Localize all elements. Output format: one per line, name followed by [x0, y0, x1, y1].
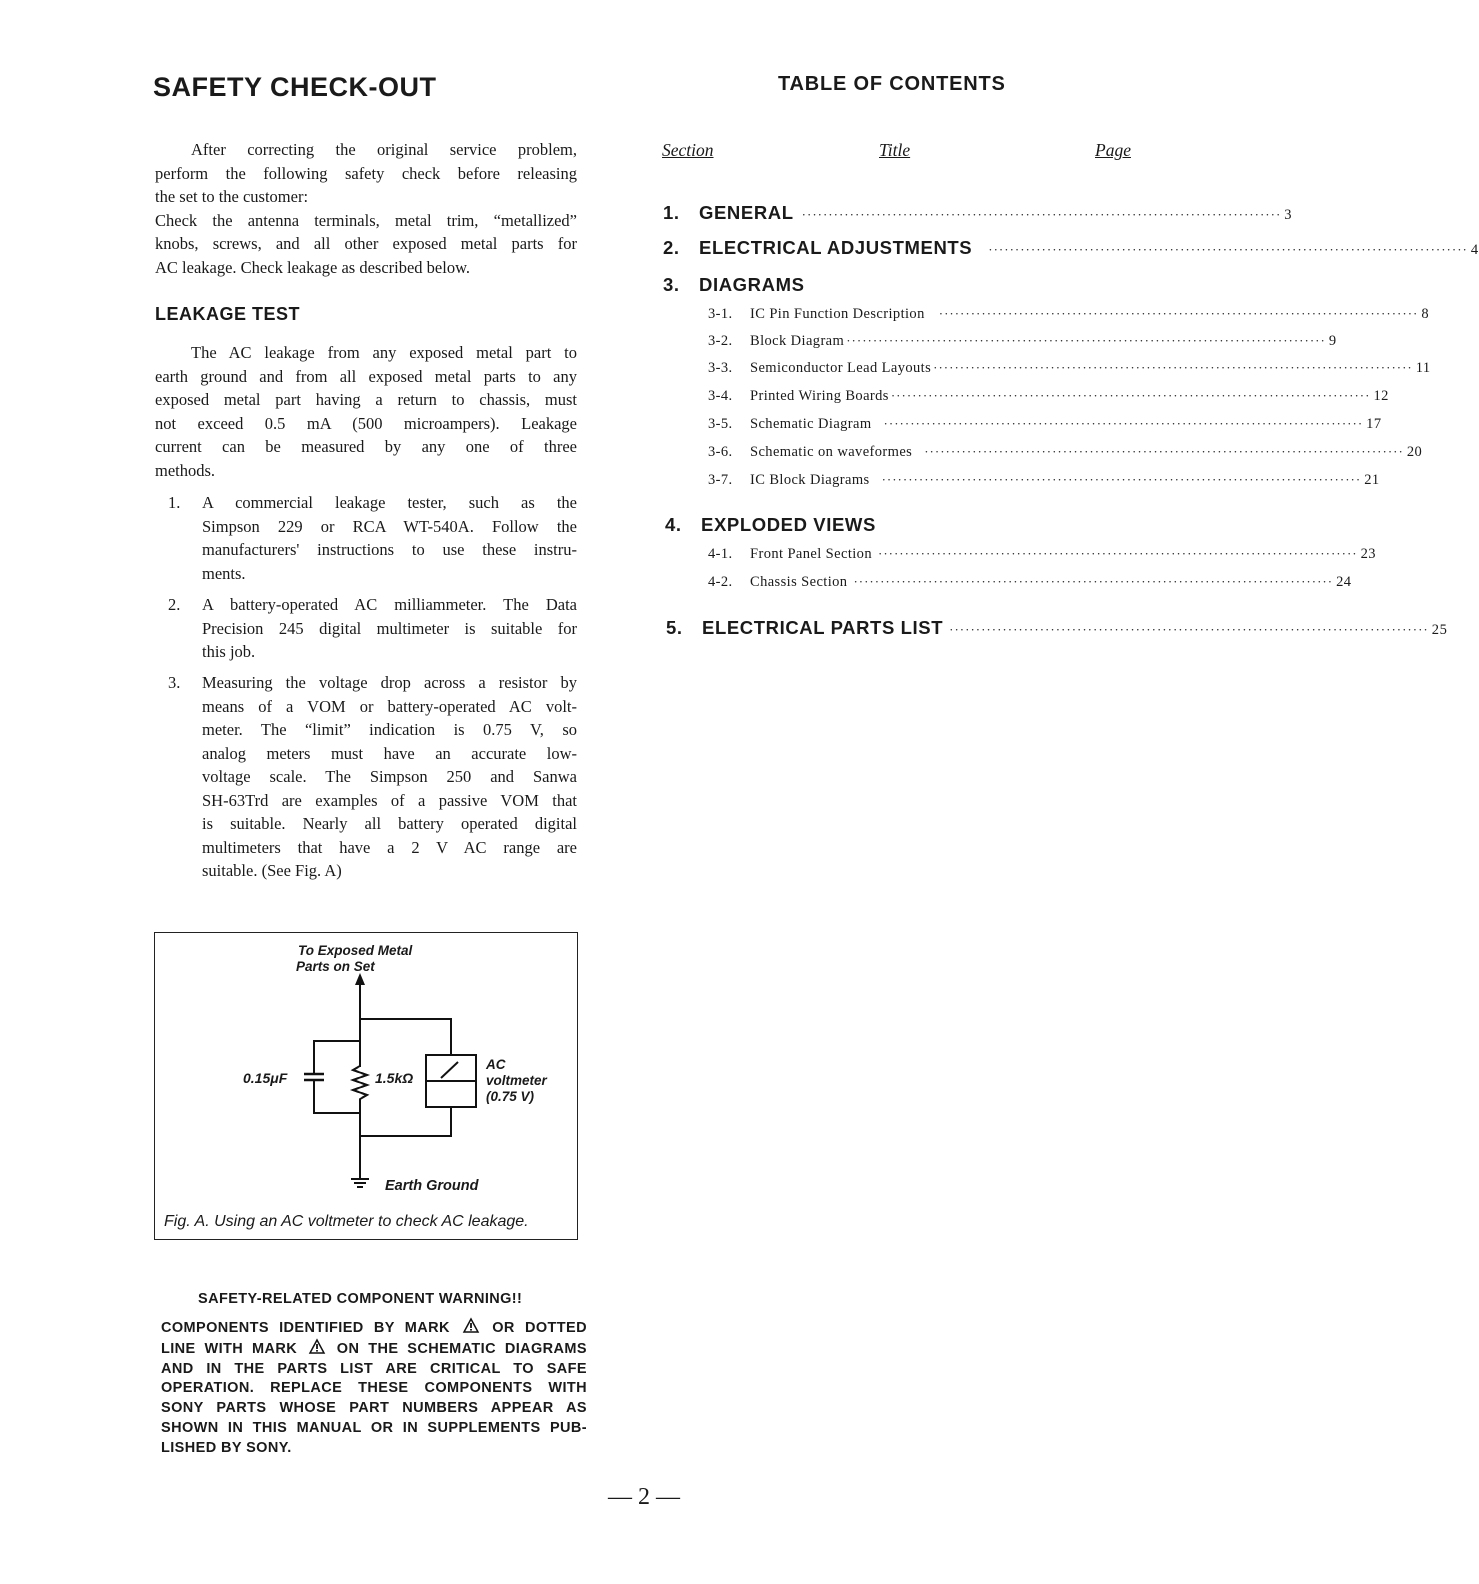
- toc-subentry-number: 3-3.: [708, 360, 733, 376]
- toc-entry-page: 3: [1284, 207, 1293, 223]
- dot-leader: ··························································································: [924, 444, 1404, 459]
- safety-warning-icon: [309, 1339, 325, 1354]
- toc-entry-general[interactable]: [663, 202, 1293, 226]
- leakage-line: The AC leakage from any exposed metal part to: [191, 343, 577, 362]
- method-line: Measuring the voltage drop across a resistor by: [202, 673, 577, 692]
- leakage-paragraph: [155, 341, 577, 482]
- intro-line: AC leakage. Check leakage as described below.: [155, 257, 471, 277]
- toc-subentry-number: 3-1.: [708, 306, 733, 322]
- method-line: multimeters that have a 2 V AC range are: [202, 837, 577, 857]
- ground-label: Earth Ground: [385, 1178, 479, 1194]
- toc-entry-electrical-adjustments[interactable]: [663, 237, 1479, 261]
- dot-leader: ··························································································: [853, 574, 1334, 589]
- toc-title: TABLE OF CONTENTS: [778, 73, 1006, 95]
- warning-body: [161, 1318, 587, 1459]
- toc-subentry-title: IC Pin Function Description: [750, 306, 925, 322]
- toc-subentry-page: 11: [1415, 360, 1431, 376]
- toc-entry-number: 2.: [663, 237, 680, 258]
- leakage-line: exposed metal part having a return to chassis, must: [155, 390, 577, 409]
- meter-label: AC: [486, 1057, 506, 1072]
- dot-leader: ··························································································: [988, 242, 1468, 257]
- toc-entry-number: 3.: [663, 274, 680, 295]
- method-line: ments.: [202, 563, 246, 583]
- meter-label: (0.75 V): [486, 1089, 535, 1104]
- warning-line: AND IN THE PARTS LIST ARE CRITICAL TO SAFE: [161, 1360, 587, 1377]
- leakage-line: not exceed 0.5 mA (500 microampers). Leakage: [155, 413, 577, 433]
- warning-line: LISHED BY SONY.: [161, 1439, 292, 1456]
- toc-subentry[interactable]: [708, 360, 1431, 382]
- method-line: voltage scale. The Simpson 250 and Sanwa: [202, 767, 577, 786]
- method-number: 2.: [168, 595, 181, 614]
- dot-leader: ··························································································: [801, 207, 1282, 222]
- figure-caption: Fig. A. Using an AC voltmeter to check AC leakage.: [164, 1213, 529, 1230]
- dot-leader: ··························································································: [883, 416, 1364, 431]
- warning-title: SAFETY-RELATED COMPONENT WARNING!!: [198, 1291, 523, 1307]
- leakage-line: current can be measured by any one of three: [155, 437, 577, 456]
- toc-subentry[interactable]: [708, 306, 1430, 328]
- method-number: 3.: [168, 673, 181, 692]
- intro-line: the set to the customer:: [155, 187, 309, 206]
- toc-entry-diagrams[interactable]: [663, 274, 1134, 298]
- method-line: Simpson 229 or RCA WT-540A. Follow the: [202, 516, 577, 536]
- toc-subentry-number: 4-2.: [708, 574, 733, 590]
- method-line: meter. The “limit” indication is 0.75 V, so: [202, 720, 577, 739]
- toc-entry-title: GENERAL: [699, 202, 794, 223]
- warning-line: COMPONENTS IDENTIFIED BY MARK OR DOTTED: [161, 1320, 587, 1336]
- dot-leader: ··························································································: [890, 388, 1371, 403]
- toc-column-title: Title: [879, 140, 911, 160]
- method-line: A battery-operated AC milliammeter. The Data: [202, 595, 577, 614]
- toc-subentry-title: Front Panel Section: [750, 546, 872, 562]
- toc-column-section: Section: [662, 140, 714, 160]
- toc-subentry[interactable]: [708, 574, 1352, 596]
- leakage-line: earth ground and from all exposed metal parts to any: [155, 366, 577, 386]
- page-number: — 2 —: [608, 1484, 680, 1510]
- toc-subentry[interactable]: [708, 388, 1389, 410]
- toc-subentry-title: Schematic on waveformes: [750, 444, 913, 460]
- figure-a: [154, 932, 578, 1240]
- leakage-test-heading: LEAKAGE TEST: [155, 304, 301, 324]
- method-line: SH-63Trd are examples of a passive VOM that: [202, 790, 577, 810]
- intro-paragraph: [155, 138, 577, 279]
- probe-label: To Exposed Metal: [298, 943, 413, 958]
- capacitor-label: 0.15μF: [243, 1070, 288, 1086]
- method-line: manufacturers' instructions to use these instru-: [202, 540, 577, 559]
- toc-column-page: Page: [1095, 140, 1131, 160]
- toc-entry-number: 4.: [665, 514, 682, 535]
- toc-subentry-title: Schematic Diagram: [750, 416, 872, 432]
- toc-subentry-title: Printed Wiring Boards: [750, 388, 889, 404]
- toc-subentry-page: 23: [1360, 546, 1376, 562]
- method-line: is suitable. Nearly all battery operated digital: [202, 814, 577, 833]
- warning-line: LINE WITH MARK ON THE SCHEMATIC DIAGRAMS: [161, 1340, 587, 1357]
- method-line: suitable. (See Fig. A): [202, 861, 342, 880]
- dot-leader: ··························································································: [846, 333, 1326, 348]
- dot-leader: ··························································································: [933, 360, 1413, 375]
- toc-subentry-number: 3-6.: [708, 444, 733, 460]
- probe-label: Parts on Set: [296, 959, 375, 974]
- intro-line: perform the following safety check before releasing: [155, 163, 577, 183]
- toc-subentry-page: 24: [1336, 574, 1352, 590]
- dot-leader: ··························································································: [881, 472, 1362, 487]
- toc-entry-title: ELECTRICAL ADJUSTMENTS: [699, 237, 973, 258]
- toc-subentry[interactable]: [708, 444, 1423, 466]
- toc-subentry-page: 12: [1373, 388, 1389, 404]
- toc-subentry-title: Chassis Section: [750, 574, 848, 590]
- toc-subentry-number: 4-1.: [708, 546, 733, 562]
- toc-entry-title: ELECTRICAL PARTS LIST: [702, 617, 944, 638]
- leakage-line: methods.: [155, 460, 216, 480]
- toc-subentry-title: Semiconductor Lead Layouts: [750, 360, 932, 376]
- toc-entry-page: 25: [1431, 622, 1448, 638]
- warning-line: OPERATION. REPLACE THESE COMPONENTS WITH: [161, 1380, 587, 1397]
- toc-subentry-page: 8: [1421, 306, 1430, 322]
- method-line: means of a VOM or battery-operated AC volt-: [202, 696, 577, 716]
- method-line: analog meters must have an accurate low-: [202, 743, 577, 763]
- toc-entry-page: 4: [1470, 242, 1479, 258]
- toc-entry-title: EXPLODED VIEWS: [701, 514, 876, 535]
- toc-subentry[interactable]: [708, 416, 1382, 438]
- toc-entry-number: 1.: [663, 202, 680, 223]
- toc-subentry-number: 3-4.: [708, 388, 733, 404]
- toc-subentry-number: 3-2.: [708, 333, 733, 349]
- method-line: Precision 245 digital multimeter is suitable for: [202, 618, 577, 638]
- dot-leader: ··························································································: [949, 622, 1429, 637]
- dot-leader: ··························································································: [877, 546, 1358, 561]
- safety-warning-icon: [463, 1318, 479, 1333]
- toc-entry-electrical-parts-list[interactable]: [666, 617, 1448, 641]
- toc-entry-title: DIAGRAMS: [699, 274, 805, 295]
- toc-subentry-number: 3-7.: [708, 472, 733, 488]
- dot-leader: ··························································································: [938, 306, 1419, 321]
- toc-subentry-title: IC Block Diagrams: [750, 472, 870, 488]
- method-number: 1.: [168, 493, 181, 512]
- toc-subentry-title: Block Diagram: [750, 333, 845, 349]
- method-line: A commercial leakage tester, such as the: [202, 493, 577, 512]
- page-title: SAFETY CHECK-OUT: [153, 72, 437, 102]
- toc-subentry-number: 3-5.: [708, 416, 733, 432]
- toc-subentry-page: 20: [1406, 444, 1423, 460]
- toc-subentry[interactable]: [708, 546, 1376, 568]
- toc-subentry-page: 21: [1364, 472, 1380, 488]
- method-line: this job.: [202, 642, 256, 661]
- intro-line: After correcting the original service problem,: [191, 140, 577, 159]
- toc-entry-number: 5.: [666, 617, 683, 638]
- toc-subentry[interactable]: [708, 472, 1380, 494]
- intro-line: Check the antenna terminals, metal trim, “metallized”: [155, 210, 577, 230]
- warning-line: SONY PARTS WHOSE PART NUMBERS APPEAR AS: [161, 1400, 587, 1417]
- toc-entry-exploded-views[interactable]: [665, 514, 1134, 538]
- warning-line: SHOWN IN THIS MANUAL OR IN SUPPLEMENTS PUB-: [161, 1419, 587, 1436]
- meter-label: voltmeter: [486, 1073, 547, 1088]
- toc-subentry[interactable]: [708, 333, 1337, 355]
- intro-line: knobs, screws, and all other exposed metal parts for: [155, 234, 577, 253]
- toc-subentry-page: 17: [1366, 416, 1382, 432]
- resistor-label: 1.5kΩ: [375, 1070, 414, 1086]
- toc-subentry-page: 9: [1328, 333, 1337, 349]
